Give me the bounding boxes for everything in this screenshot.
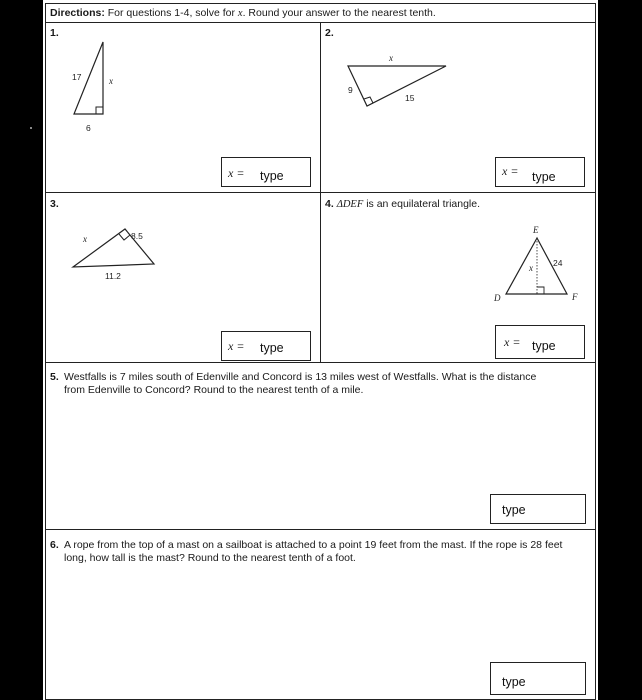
p3-label-112: 11.2 [105,271,121,281]
problem-1-number: 1. [50,27,59,39]
p1-label-x: x [109,76,113,86]
left-dark-margin [0,0,43,700]
problem-2-number: 2. [325,27,334,39]
p3-label-x: x [83,234,87,244]
problem-6-text: A rope from the top of a mast on a sailboat is attached to a point 19 feet from the mast. If the rope is 28 feet long, how tall is the mast? Round to the nearest tenth of a foot. [64,539,563,564]
problem-4-number: 4. [325,198,334,210]
problem-4-answer-box [495,325,585,359]
p2-label-9: 9 [348,85,353,95]
directions-text-before: For questions 1-4, solve for [107,7,235,19]
p4-label-E: E [533,225,539,235]
p4-right-angle [537,287,544,294]
problem-4-figure [43,0,598,363]
problem-4-answer-input[interactable]: type [532,339,556,353]
problem-2-answer-input[interactable]: type [532,170,556,184]
problem-6-answer-input[interactable]: type [502,675,526,689]
directions-label: Directions: [50,7,105,19]
p4-label-D: D [494,293,501,303]
problem-4-answer-label: x = [504,335,521,349]
problem-6-number: 6. [50,539,59,551]
p4-label-x: x [529,263,533,273]
problem-3-answer-label: x = [228,339,245,353]
problem-4-triangle-name: ΔDEF [336,199,364,210]
p2-label-15: 15 [405,93,415,103]
p1-label-hyp: 17 [72,72,82,82]
problem-5-answer-input[interactable]: type [502,503,526,517]
p2-label-x: x [389,53,393,63]
worksheet [43,0,598,700]
problem-3-number: 3. [50,198,59,210]
directions-text-after: . Round your answer to the nearest tenth. [242,7,436,19]
right-dark-margin [598,0,642,700]
p1-label-base: 6 [86,123,91,133]
problem-6-answer-box [490,662,586,695]
problem-5-text: Westfalls is 7 miles south of Edenville and Concord is 13 miles west of Westfalls. What is the distance from Edenville to Concord? Round to the nearest tenth of a mile. [64,371,537,396]
margin-speck [30,127,32,129]
problem-1-answer-label: x = [228,166,245,180]
directions-variable: x [237,8,243,19]
problem-5-answer-box [490,494,586,524]
p4-label-F: F [572,292,578,302]
p3-label-85: 8.5 [131,231,143,241]
problem-5-number: 5. [50,371,59,383]
p4-label-24: 24 [553,258,563,268]
problem-3-answer-input[interactable]: type [260,341,284,355]
problem-2-answer-label: x = [502,164,519,178]
problem-4-text: is an equilateral triangle. [366,198,481,210]
problem-1-answer-input[interactable]: type [260,169,284,183]
